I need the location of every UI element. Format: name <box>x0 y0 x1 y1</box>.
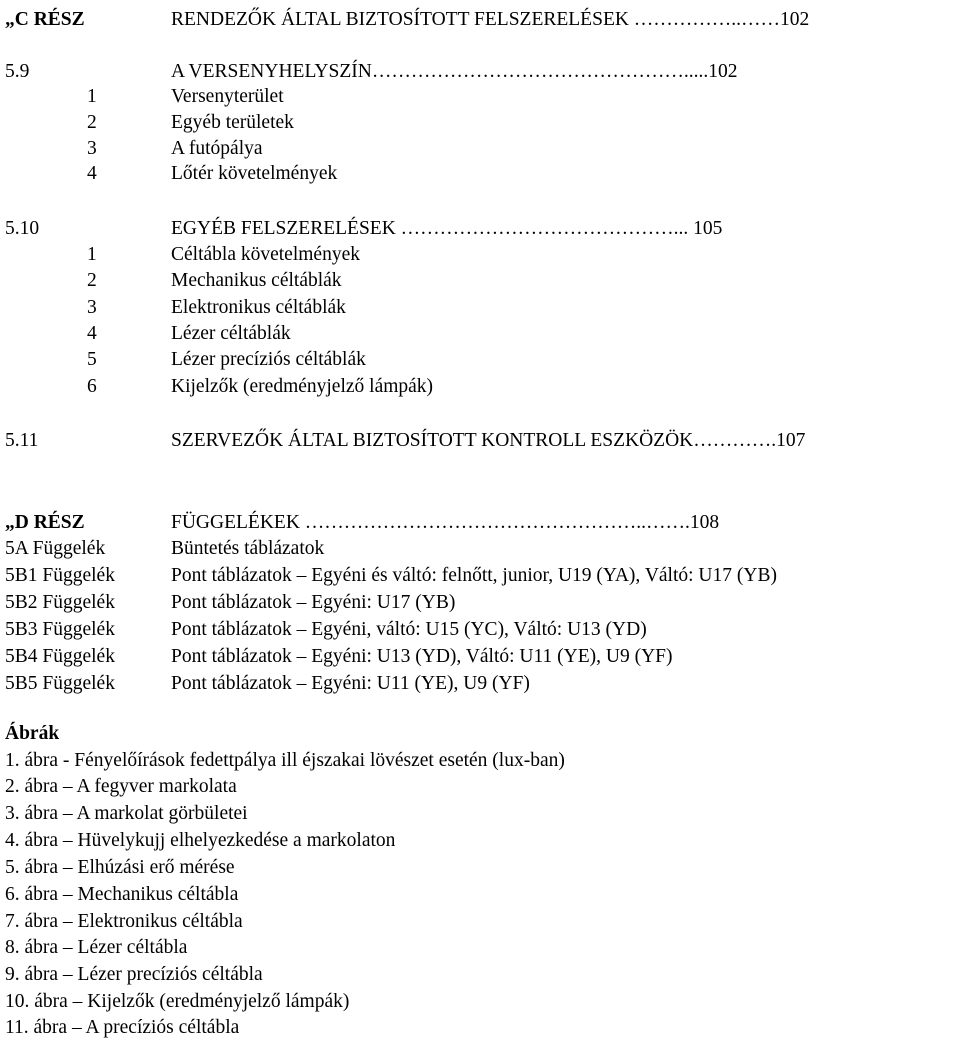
figure-item: 8. ábra – Lézer céltábla <box>5 937 188 958</box>
figure-item: 3. ábra – A markolat görbületei <box>5 803 248 824</box>
toc-subentry-number: 1 <box>87 244 97 265</box>
toc-subentry-title: Lőtér követelmények <box>171 163 338 184</box>
figure-item: 4. ábra – Hüvelykujj elhelyezkedése a markolaton <box>5 830 396 851</box>
toc-subentry-title: Mechanikus céltáblák <box>171 270 342 291</box>
toc-appendix-title: Pont táblázatok – Egyéni: U13 (YD), Váltó: U11 (YE), U9 (YF) <box>171 646 673 667</box>
toc-subentry-number: 5 <box>87 349 97 370</box>
figure-item: 2. ábra – A fegyver markolata <box>5 776 237 797</box>
figures-heading: Ábrák <box>5 723 60 744</box>
figure-item: 11. ábra – A precíziós céltábla <box>5 1017 240 1038</box>
toc-entry-number: 5.9 <box>5 61 30 82</box>
toc-appendix-title: Pont táblázatok – Egyéni: U11 (YE), U9 (YF) <box>171 673 530 694</box>
figure-item: 5. ábra – Elhúzási erő mérése <box>5 857 235 878</box>
toc-appendix-title: Büntetés táblázatok <box>171 538 325 559</box>
figure-item: 10. ábra – Kijelzők (eredményjelző lámpák) <box>5 991 350 1012</box>
toc-entry-title: A VERSENYHELYSZÍN………………………………………….....102 <box>171 61 738 82</box>
toc-entry-title: RENDEZŐK ÁLTAL BIZTOSÍTOTT FELSZERELÉSEK ……………..……102 <box>171 9 810 30</box>
toc-subentry-title: Versenyterület <box>171 86 284 107</box>
toc-subentry-number: 2 <box>87 270 97 291</box>
toc-entry-number: „C RÉSZ <box>5 9 85 30</box>
toc-appendix-label: 5B3 Függelék <box>5 619 115 640</box>
toc-subentry-number: 3 <box>87 297 97 318</box>
toc-subentry-title: Lézer precíziós céltáblák <box>171 349 366 370</box>
toc-subentry-title: Kijelzők (eredményjelző lámpák) <box>171 376 434 397</box>
toc-subentry-number: 6 <box>87 376 97 397</box>
figure-item: 1. ábra - Fényelőírások fedettpálya ill éjszakai lövészet esetén (lux-ban) <box>5 750 565 771</box>
toc-subentry-title: Egyéb területek <box>171 112 294 133</box>
toc-subentry-number: 1 <box>87 86 97 107</box>
toc-subentry-number: 4 <box>87 323 97 344</box>
toc-appendix-label: 5A Függelék <box>5 538 106 559</box>
toc-subentry-number: 3 <box>87 138 97 159</box>
toc-subentry-title: A futópálya <box>171 138 263 159</box>
figure-item: 7. ábra – Elektronikus céltábla <box>5 911 243 932</box>
toc-entry-title: SZERVEZŐK ÁLTAL BIZTOSÍTOTT KONTROLL ESZKÖZÖK………….107 <box>171 430 806 451</box>
toc-subentry-number: 2 <box>87 112 97 133</box>
figure-item: 9. ábra – Lézer precíziós céltábla <box>5 964 263 985</box>
toc-appendix-title: Pont táblázatok – Egyéni és váltó: felnőtt, junior, U19 (YA), Váltó: U17 (YB) <box>171 565 777 586</box>
toc-subentry-title: Lézer céltáblák <box>171 323 291 344</box>
toc-entry-number: 5.11 <box>5 430 39 451</box>
toc-subentry-title: Céltábla követelmények <box>171 244 360 265</box>
toc-appendix-label: 5B1 Függelék <box>5 565 115 586</box>
toc-appendix-label: 5B4 Függelék <box>5 646 115 667</box>
toc-appendix-label: 5B2 Függelék <box>5 592 115 613</box>
toc-appendix-title: Pont táblázatok – Egyéni, váltó: U15 (YC), Váltó: U13 (YD) <box>171 619 647 640</box>
toc-entry-title: FÜGGELÉKEK ……………………………………………..…….108 <box>171 512 720 533</box>
figure-item: 6. ábra – Mechanikus céltábla <box>5 884 239 905</box>
toc-entry-number: 5.10 <box>5 218 40 239</box>
toc-subentry-number: 4 <box>87 163 97 184</box>
toc-subentry-title: Elektronikus céltáblák <box>171 297 346 318</box>
toc-appendix-label: 5B5 Függelék <box>5 673 115 694</box>
toc-entry-title: EGYÉB FELSZERELÉSEK ……………………………………... 105 <box>171 218 723 239</box>
toc-entry-number: „D RÉSZ <box>5 512 85 533</box>
toc-appendix-title: Pont táblázatok – Egyéni: U17 (YB) <box>171 592 456 613</box>
